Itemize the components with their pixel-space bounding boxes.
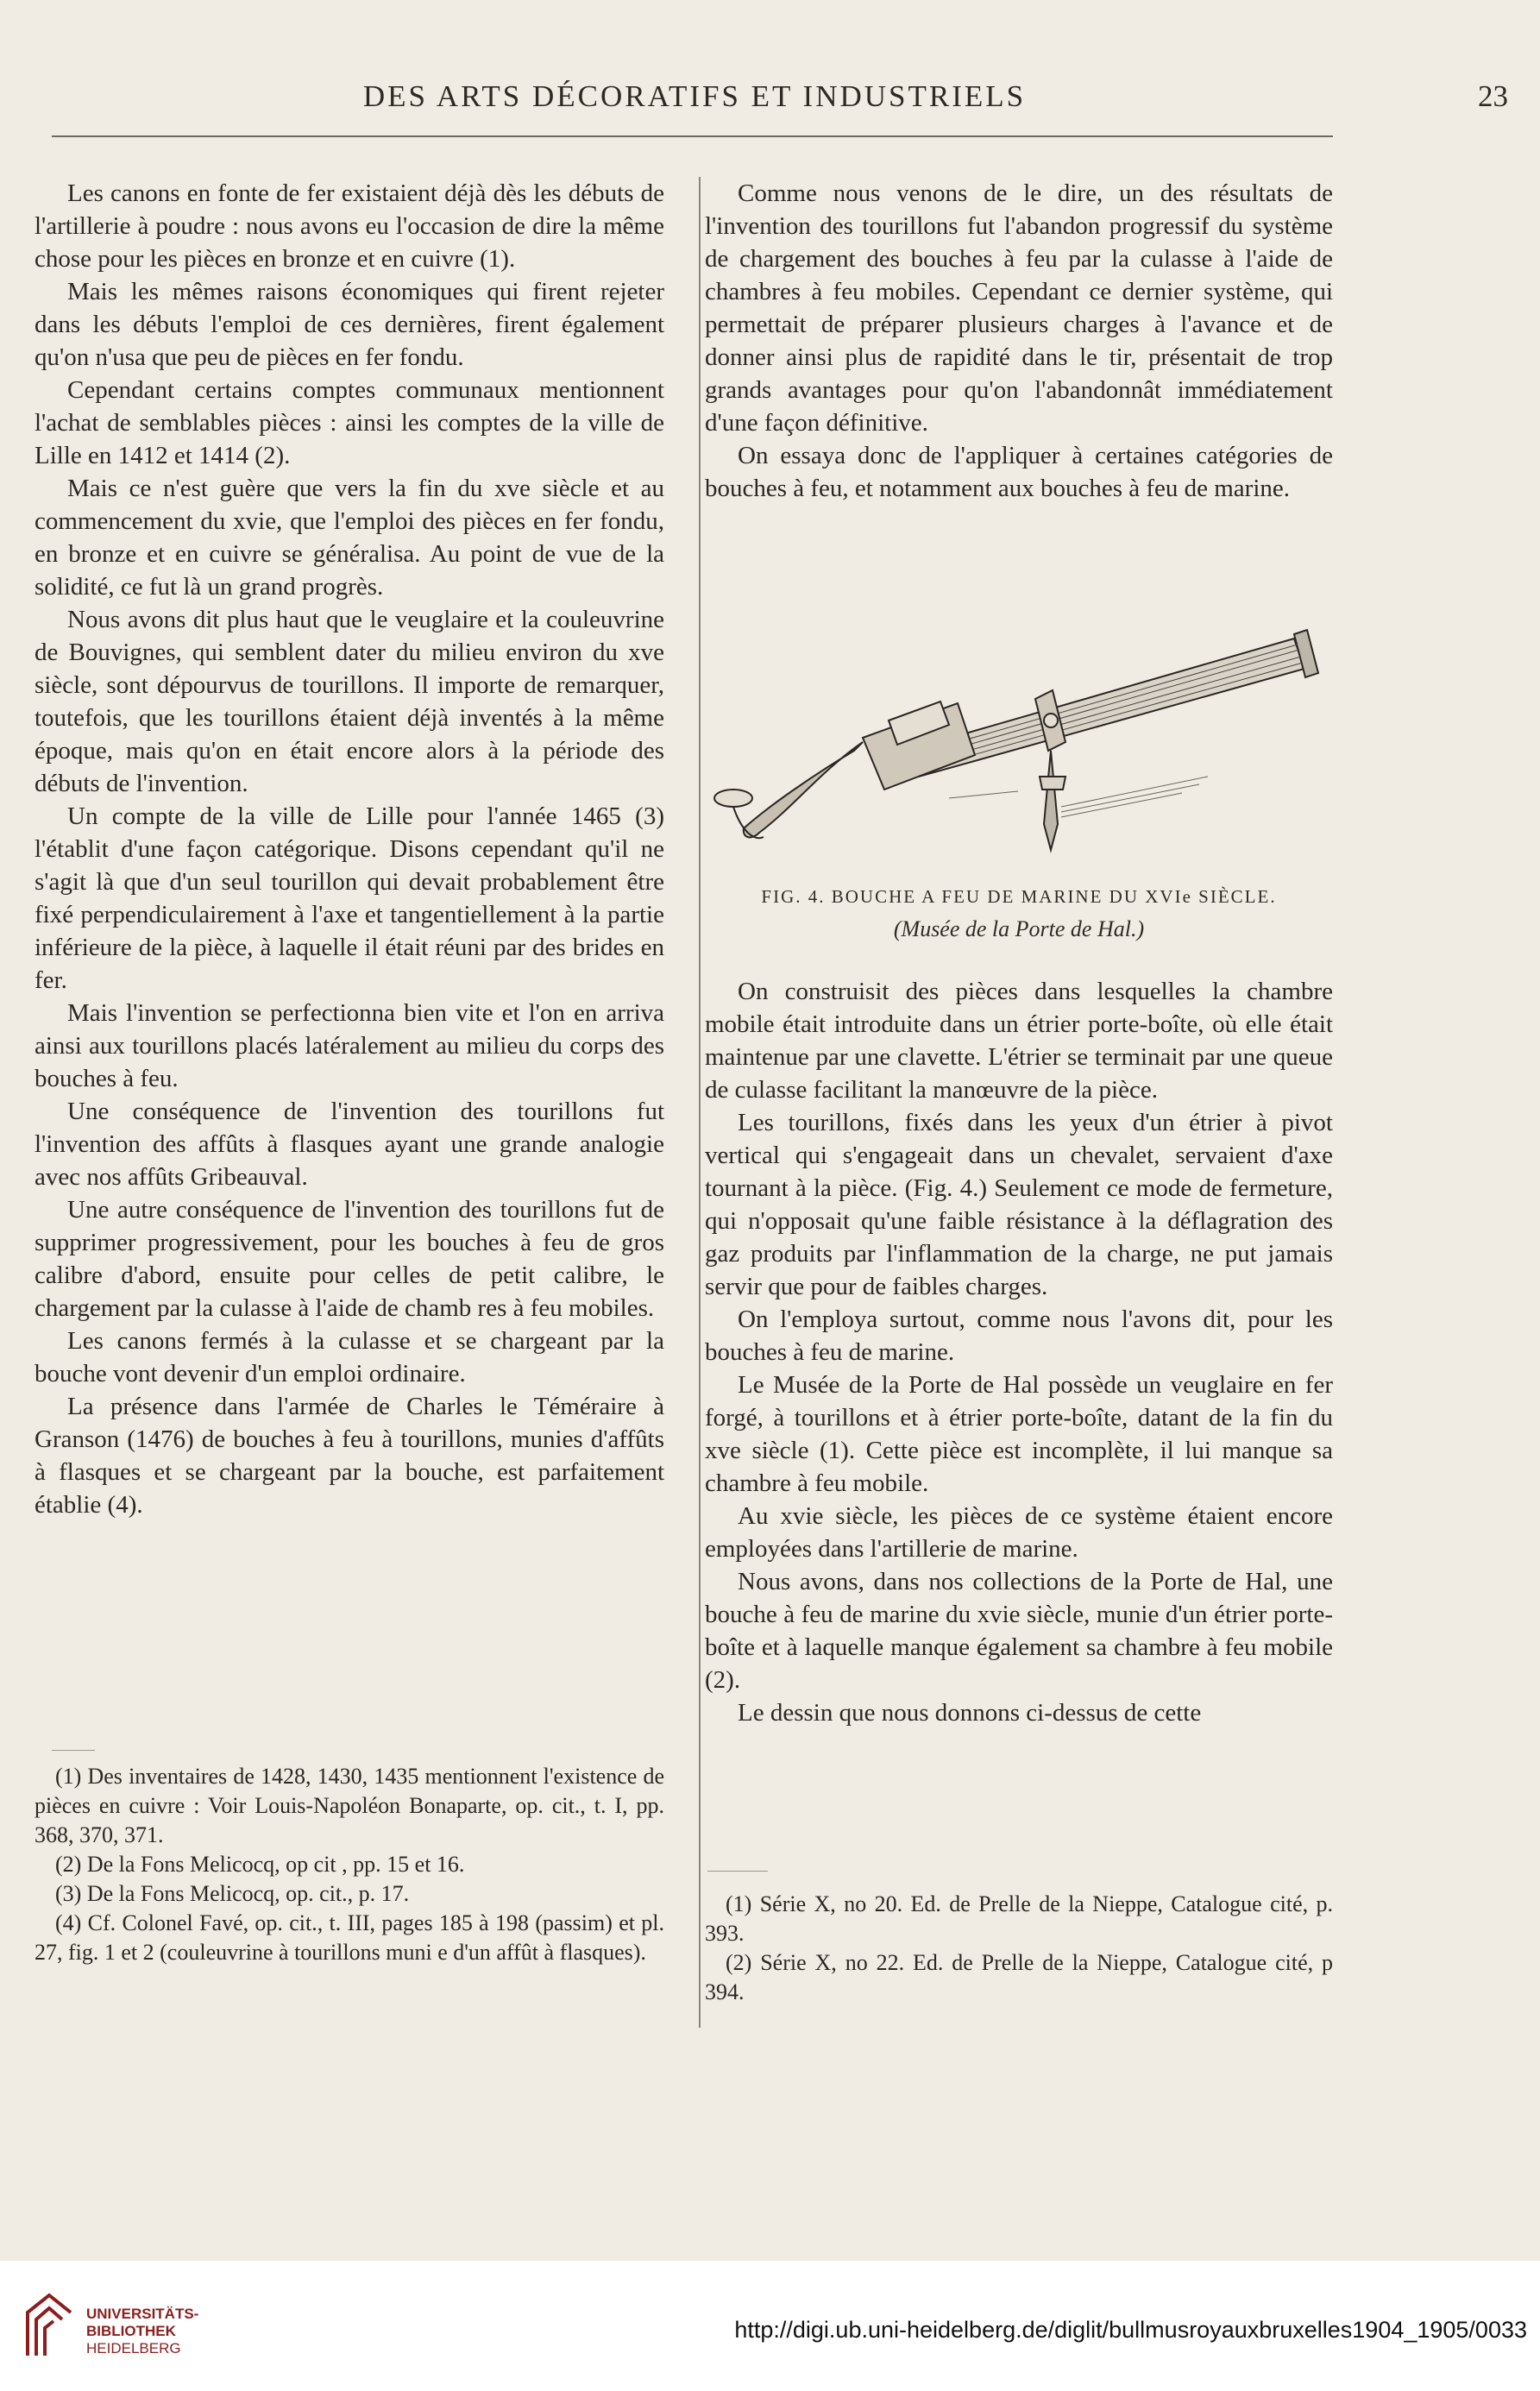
footnote: (2) Série X, no 22. Ed. de Prelle de la Nieppe, Catalogue cité, p 394.	[705, 1950, 1333, 2004]
right-column-bottom	[705, 975, 1333, 1729]
paragraph: Une autre conséquence de l'invention des tourillons fut de supprimer progressivement, pour les bouches à feu de gros calibre d'abord, ensuite pour celles de petit calibre, le chargement par la culasse à l'aide de chamb res à feu mobiles.	[35, 1196, 664, 1322]
paragraph: Les tourillons, fixés dans les yeux d'un étrier à pivot vertical qui s'engageait dans un chevalet, servaient d'axe tournant à la pièce. (Fig. 4.) Seulement ce mode de fermeture, qui n'opposait qu'une faible résistance à la déflagration des gaz produits par l'inflammation de la charge, ne put jamais servir que pour de faibles charges.	[705, 1109, 1333, 1300]
paragraph: Cependant certains comptes communaux mentionnent l'achat de semblables pièces : ainsi les comptes de la ville de Lille en 1412 et 1414 (2).	[35, 376, 664, 469]
library-footer	[0, 2261, 1540, 2391]
paragraph: Au xvie siècle, les pièces de ce système étaient encore employées dans l'artillerie de marine.	[705, 1502, 1333, 1563]
running-title: DES ARTS DÉCORATIFS ET INDUSTRIELS	[362, 79, 1027, 113]
cannon-figure	[690, 591, 1329, 876]
paragraph: Un compte de la ville de Lille pour l'année 1465 (3) l'établit d'une façon catégorique. Disons cependant qu'il ne s'agit là que d'un seul tourillon qui devait probablement être fixé perpendiculairement à l'axe et tangentiellement à la partie inférieure de la pièce, à laquelle il était réuni par des brides en fer.	[35, 802, 664, 994]
paragraph: Le dessin que nous donnons ci-dessus de cette	[738, 1699, 1202, 1727]
paragraph: Nous avons dit plus haut que le veuglaire et la couleuvrine de Bouvignes, qui semblent dater du milieu environ du xve siècle, sont dépourvus de tourillons. Il importe de remarquer, toutefois, que les tourillons étaient déjà inventés à la même époque, mais qu'on en était encore alors à la période des débuts de l'invention.	[35, 606, 664, 797]
library-name-line: HEIDELBERG	[86, 2340, 181, 2356]
paragraph: Les canons fermés à la culasse et se chargeant par la bouche vont devenir d'un emploi ordinaire.	[35, 1327, 664, 1387]
footnote: (3) De la Fons Melicocq, op. cit., p. 17.	[55, 1881, 410, 1906]
library-name	[86, 2306, 198, 2357]
paragraph: Les canons en fonte de fer existaient déjà dès les débuts de l'artillerie à poudre : nous avons eu l'occasion de dire la même chose pour les pièces en bronze et en cuivre (1).	[35, 179, 664, 273]
paragraph: Comme nous venons de le dire, un des résultats de l'invention des tourillons fut l'abandon progressif du système de chargement des bouches à feu par la culasse à l'aide de chambres à feu mobiles. Cependant ce dernier système, qui permettait de préparer plusieurs charges à l'avance et de donner ainsi plus de rapidité dans le tir, présentait de trop grands avantages pour qu'on l'abandonnât immédiatement d'une façon définitive.	[705, 179, 1333, 437]
library-name-line: UNIVERSITÄTS-	[86, 2306, 199, 2322]
paragraph: La présence dans l'armée de Charles le Téméraire à Granson (1476) de bouches à feu à tourillons, munies d'affûts à flasques et se chargeant par la bouche, est parfaitement établie (4).	[35, 1393, 664, 1519]
paragraph: On l'employa surtout, comme nous l'avons dit, pour les bouches à feu de marine.	[705, 1306, 1333, 1366]
source-url[interactable]: http://digi.ub.uni-heidelberg.de/diglit/bullmusroyauxbruxelles1904_1905/0033	[734, 2317, 1527, 2343]
stirrup-tail	[744, 742, 863, 837]
paragraph: On essaya donc de l'appliquer à certaines catégories de bouches à feu, et notamment aux bouches à feu de marine.	[705, 442, 1333, 502]
footnote-separator	[707, 1871, 768, 1872]
column-divider	[699, 177, 701, 2028]
paragraph: Le Musée de la Porte de Hal possède un veuglaire en fer forgé, à tourillons et à étrier porte-boîte, datant de la fin du xve siècle (1). Cette pièce est incomplète, il lui manque sa chambre à feu mobile.	[705, 1371, 1333, 1497]
footnote-separator	[52, 1750, 95, 1751]
footnote: (4) Cf. Colonel Favé, op. cit., t. III, pages 185 à 198 (passim) et pl. 27, fig. 1 et 2 (couleuvrine à tourillons muni e d'un affût à flasques).	[35, 1910, 664, 1965]
library-name-line: BIBLIOTHEK	[86, 2323, 176, 2339]
header-rule	[52, 135, 1333, 137]
paragraph: Nous avons, dans nos collections de la Porte de Hal, une bouche à feu de marine du xvie siècle, munie d'un étrier porte-boîte et à laquelle manque également sa chambre à feu mobile (2).	[705, 1568, 1333, 1694]
figure-caption: FIG. 4. BOUCHE A FEU DE MARINE DU XVIe SIÈCLE.	[761, 886, 1277, 907]
heidelberg-library-logo	[19, 2287, 79, 2364]
paragraph: Mais l'invention se perfectionna bien vite et l'on en arriva ainsi aux tourillons placés latéralement au milieu du corps des bouches à feu.	[35, 999, 664, 1092]
footnotes-left	[35, 1762, 664, 1967]
pivot-spike	[1044, 751, 1058, 850]
paragraph: Mais les mêmes raisons économiques qui firent rejeter dans les débuts l'emploi de ces dernières, firent également qu'on n'usa que peu de pièces en fer fondu.	[35, 278, 664, 371]
footnote: (1) Série X, no 20. Ed. de Prelle de la Nieppe, Catalogue cité, p. 393.	[705, 1891, 1333, 1946]
footnotes-right	[705, 1890, 1333, 2007]
footnote: (1) Des inventaires de 1428, 1430, 1435 mentionnent l'existence de pièces en cuivre : Voir Louis-Napoléon Bonaparte, op. cit., t. I, pp. 368, 370, 371.	[35, 1764, 664, 1847]
page-number: 23	[1478, 79, 1508, 113]
running-head	[52, 79, 1508, 123]
figure-subcaption: (Musée de la Porte de Hal.)	[893, 916, 1145, 941]
right-column-top	[705, 177, 1333, 505]
footnote: (2) De la Fons Melicocq, op cit , pp. 15 et 16.	[55, 1852, 465, 1877]
left-column	[35, 177, 664, 1521]
paragraph: Une conséquence de l'invention des tourillons fut l'invention des affûts à flasques ayant une grande analogie avec nos affûts Gribeauval.	[35, 1098, 664, 1191]
paragraph: On construisit des pièces dans lesquelles la chambre mobile était introduite dans un étrier porte-boîte, où elle était maintenue par une clavette. L'étrier se terminait par une queue de culasse facilitant la manœuvre de la pièce.	[705, 978, 1333, 1104]
tail-ring	[714, 790, 752, 807]
paragraph: Mais ce n'est guère que vers la fin du xve siècle et au commencement du xvie, que l'emploi des pièces en fer fondu, en bronze et en cuivre se généralisa. Au point de vue de la solidité, ce fut là un grand progrès.	[35, 475, 664, 601]
